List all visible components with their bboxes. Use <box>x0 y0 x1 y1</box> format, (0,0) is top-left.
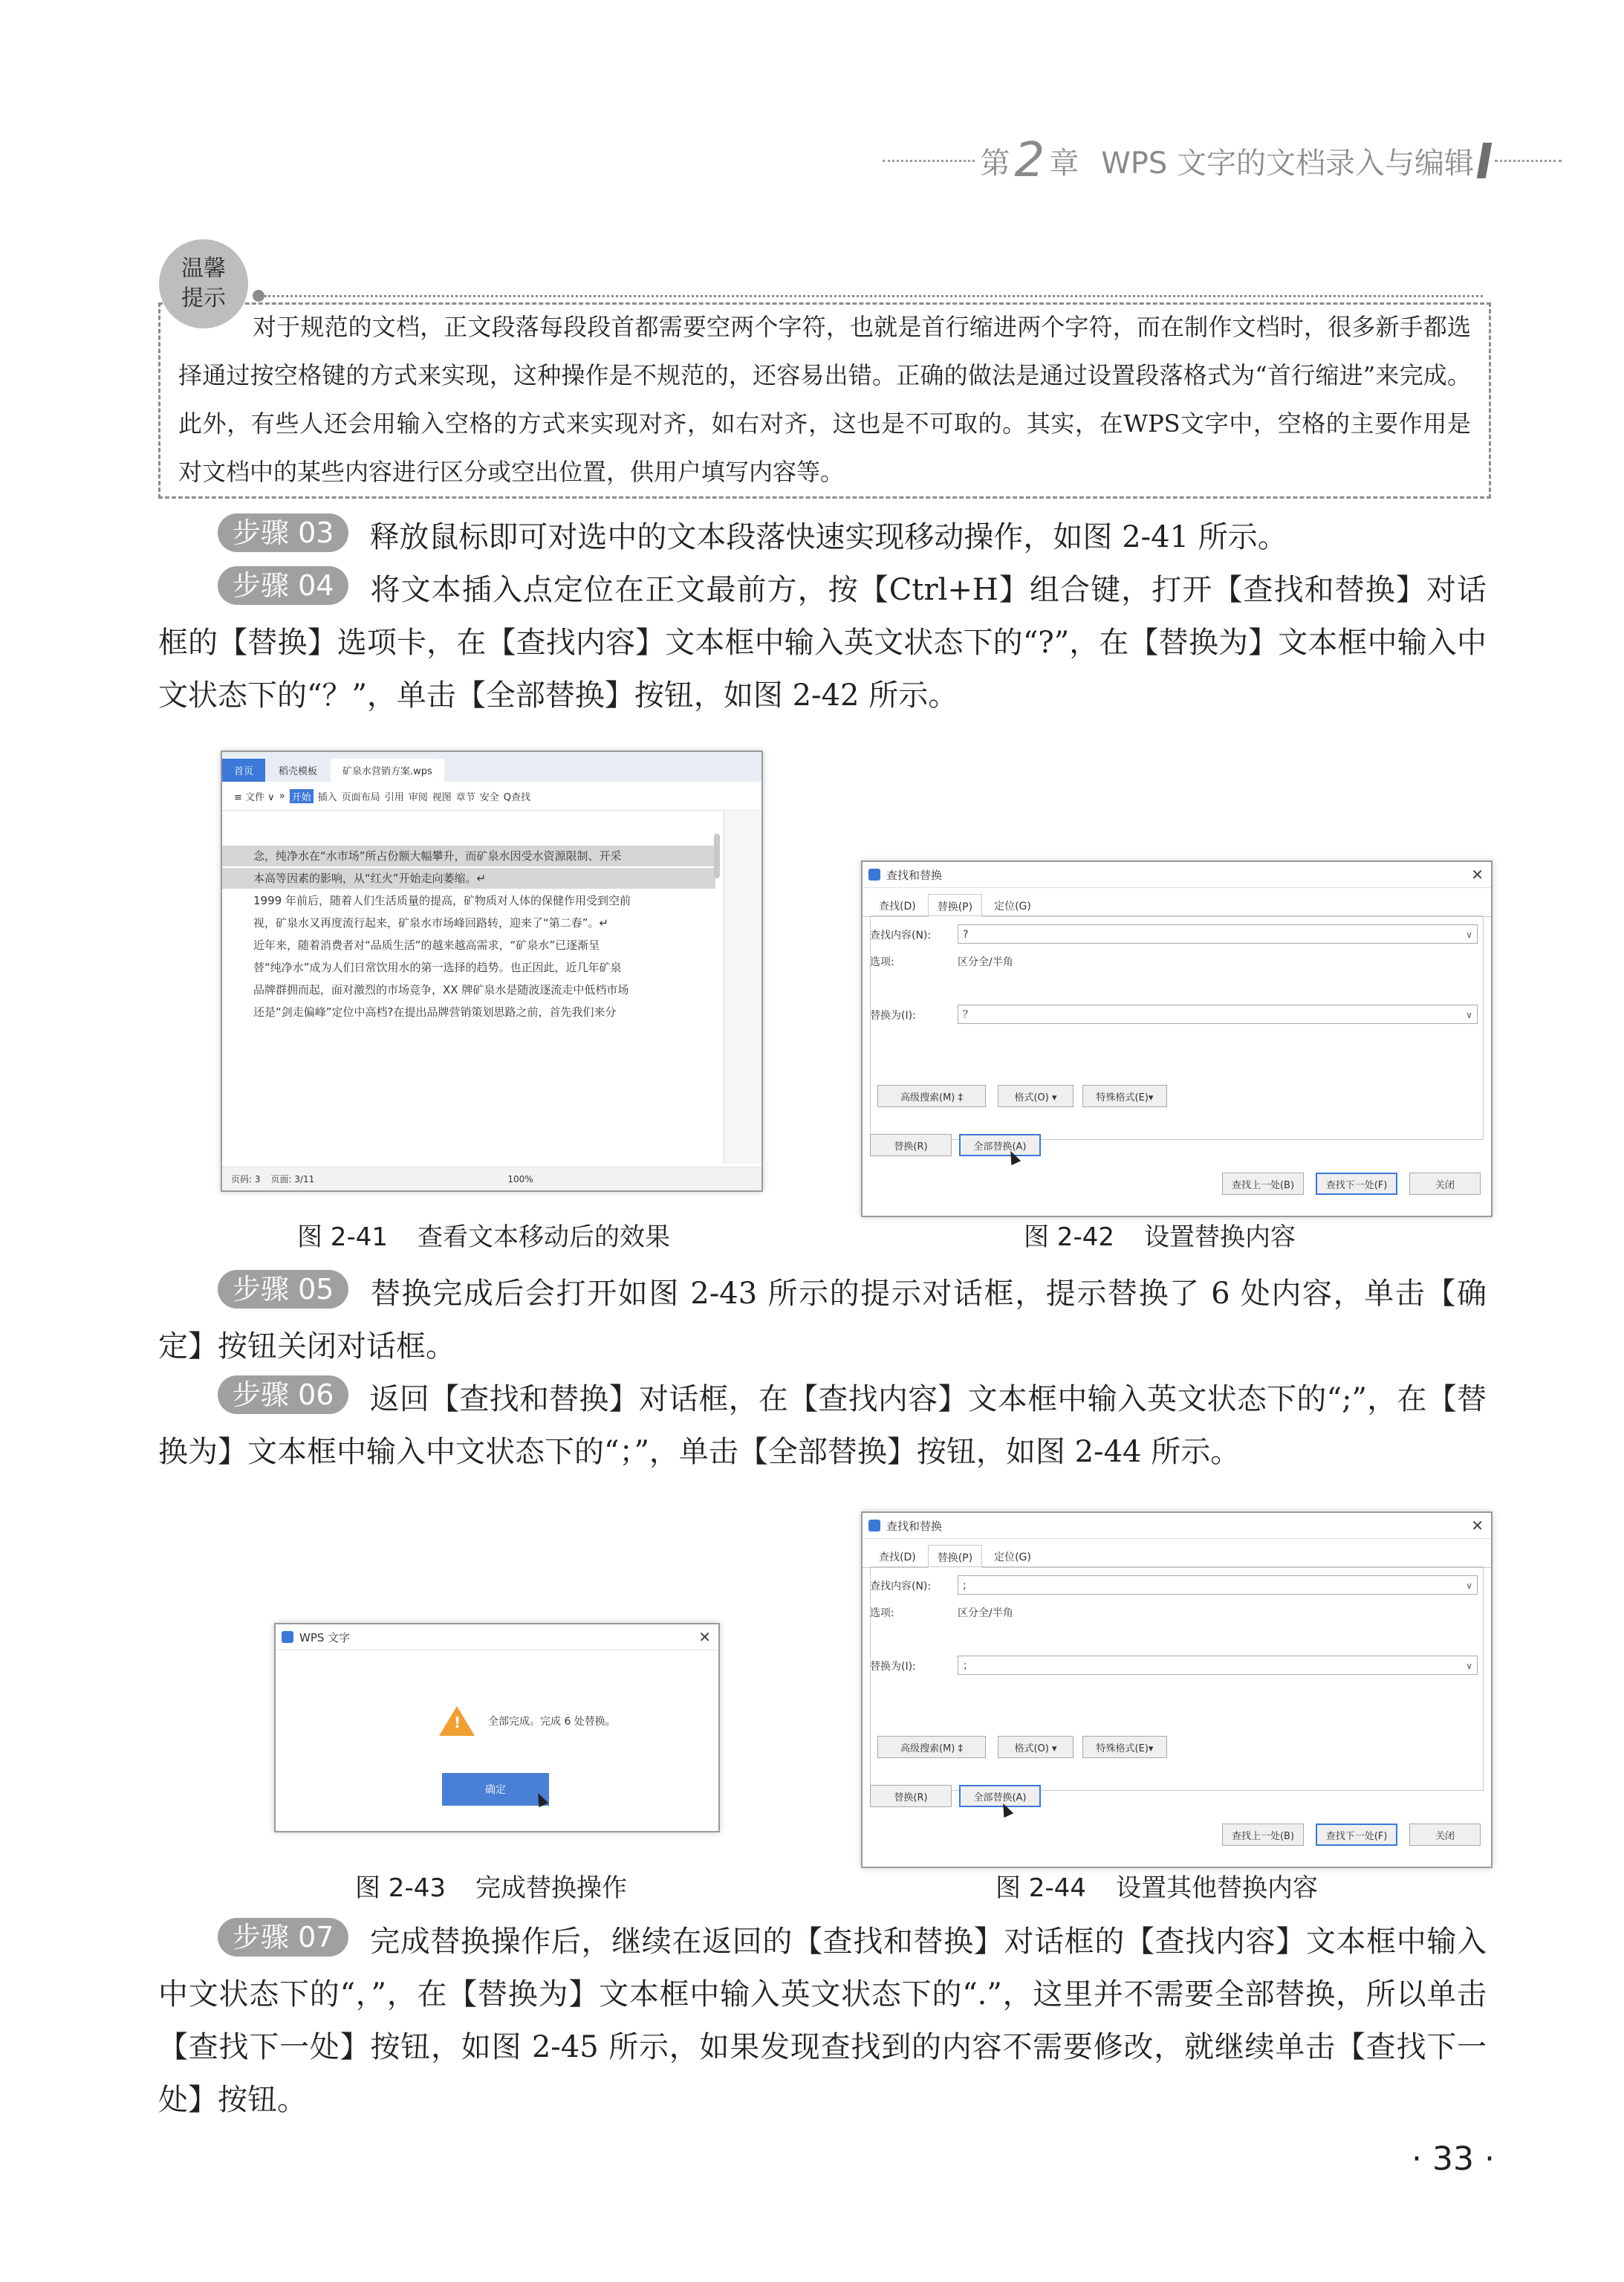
doc-line: 视，矿泉水又再度流行起来，矿泉水市场峰回路转，迎来了“第二春”。↵ <box>253 916 609 930</box>
tip-text: 对于规范的文档，正文段落每段段首都需要空两个字符，也就是首行缩进两个字符，而在制作文档时，很多新手都选择通过按空格键的方式来实现，这种操作是不规范的，还容易出错。正确的做法是通过设置段落格式为“首行缩进”来完成。此外，有些人还会用输入空格的方式来实现对齐，如右对齐，这也是不可取的。其实，在WPS文字中，空格的主要作用是对文档中的某些内容进行区分或空出位置，供用户填写内容等。 <box>178 313 1471 486</box>
wps-icon <box>868 1520 880 1531</box>
options-value: 区分全/半角 <box>958 956 1013 968</box>
caption-2-41 <box>297 1216 670 1253</box>
step-05-paragraph <box>158 1268 1487 1373</box>
find-value: ? <box>963 929 969 941</box>
caption-2-43-number: 图 2-43 <box>355 1873 446 1903</box>
close-icon[interactable]: ✕ <box>1471 1517 1484 1534</box>
close-button[interactable]: 关闭 <box>1409 1824 1481 1846</box>
menu-file[interactable]: ≡ 文件 ∨ <box>234 791 275 803</box>
replace-all-button[interactable]: 全部替换(A) <box>959 1134 1041 1156</box>
dialog-title: 查找和替换 <box>886 1519 943 1533</box>
caption-2-44-text: 设置其他替换内容 <box>1115 1873 1318 1903</box>
replace-label: 替换为(I): <box>870 1010 916 1022</box>
tab-replace[interactable]: 替换(P) <box>928 894 982 917</box>
status-pages: 页面: 3/11 <box>270 1174 315 1184</box>
chapter-number: 2 <box>1014 133 1045 188</box>
figure-2-43-message-box <box>274 1623 720 1832</box>
ok-button[interactable]: 确定 <box>442 1773 549 1806</box>
step-03-label: 步骤 03 <box>218 513 348 552</box>
replace-button[interactable]: 替换(R) <box>870 1134 952 1156</box>
tab-home[interactable]: 首页 <box>222 759 265 782</box>
chapter-suffix: 章 <box>1049 146 1079 181</box>
find-input[interactable] <box>958 924 1478 944</box>
vertical-scrollbar[interactable] <box>714 834 720 878</box>
caption-2-41-text: 查看文本移动后的效果 <box>417 1222 670 1252</box>
tab-goto[interactable]: 定位(G) <box>994 1552 1031 1563</box>
caption-2-43 <box>355 1867 627 1904</box>
find-label: 查找内容(N): <box>870 1581 932 1592</box>
header-dots-right <box>1495 160 1562 162</box>
warning-icon <box>439 1706 475 1736</box>
advanced-search-button[interactable]: 高级搜索(M) ‡ <box>877 1736 986 1758</box>
menu-search[interactable]: Q查找 <box>503 791 531 803</box>
dialog-tabs <box>863 1539 1491 1568</box>
caption-2-44-number: 图 2-44 <box>995 1873 1086 1903</box>
tip-badge-line1: 温馨 <box>181 256 226 282</box>
dialog-title: 查找和替换 <box>886 868 943 882</box>
caption-2-42-number: 图 2-42 <box>1024 1222 1114 1252</box>
message-title: WPS 文字 <box>299 1630 351 1644</box>
step-03-text: 释放鼠标即可对选中的文本段落快速实现移动操作，如图 2-41 所示。 <box>369 520 1287 554</box>
close-icon[interactable]: ✕ <box>1471 866 1484 884</box>
zoom-level[interactable]: 100% <box>507 1173 533 1184</box>
step-06-paragraph <box>158 1373 1487 1479</box>
wps-icon <box>868 869 880 881</box>
figure-2-41-wps-editor <box>221 751 763 1192</box>
advanced-search-button[interactable]: 高级搜索(M) ‡ <box>877 1085 986 1107</box>
find-previous-button[interactable]: 查找上一处(B) <box>1222 1824 1304 1846</box>
menu-chapter[interactable]: 章节 <box>455 791 475 803</box>
tab-goto[interactable]: 定位(G) <box>994 901 1031 913</box>
doc-line: 1999 年前后，随着人们生活质量的提高，矿物质对人体的保健作用受到空前 <box>253 894 631 907</box>
chevron-down-icon[interactable]: ∨ <box>1466 930 1472 940</box>
message-text: 全部完成。完成 6 处替换。 <box>488 1716 616 1728</box>
special-format-button[interactable]: 特殊格式(E)▾ <box>1082 1736 1167 1758</box>
status-page: 页码: 3 <box>231 1174 261 1184</box>
figure-2-44-find-replace-dialog <box>861 1511 1493 1868</box>
tip-badge-line2: 提示 <box>181 285 226 311</box>
editor-document-area[interactable] <box>222 811 715 1164</box>
options-value: 区分全/半角 <box>958 1607 1013 1619</box>
dialog-tabs <box>863 888 1491 917</box>
step-06-label: 步骤 06 <box>218 1375 348 1414</box>
header-bar <box>1477 143 1492 178</box>
find-next-button[interactable]: 查找下一处(F) <box>1316 1173 1397 1195</box>
step-05-text: 替换完成后会打开如图 2-43 所示的提示对话框，提示替换了 6 处内容，单击【确定】按钮关闭对话框。 <box>158 1277 1487 1364</box>
chevron-down-icon[interactable]: ∨ <box>1466 1010 1472 1020</box>
message-row <box>439 1706 616 1736</box>
running-header <box>877 133 1568 188</box>
wps-icon <box>282 1631 293 1643</box>
tab-find[interactable]: 查找(D) <box>879 901 916 913</box>
menu-review[interactable]: 审阅 <box>408 791 428 803</box>
status-bar <box>222 1167 761 1190</box>
doc-line: 替“纯净水”成为人们日常饮用水的第一选择的趋势。也正因此，近几年矿泉 <box>253 961 622 974</box>
chapter-prefix: 第 <box>980 146 1010 181</box>
menu-security[interactable]: 安全 <box>479 791 499 803</box>
tab-template[interactable]: 稻壳模板 <box>279 766 318 777</box>
replace-value: ； <box>963 1660 973 1672</box>
menu-view[interactable]: 视图 <box>432 791 452 803</box>
menu-insert[interactable]: 插入 <box>317 791 337 803</box>
step-04-paragraph <box>158 564 1487 722</box>
dialog-title-bar <box>863 1513 1491 1539</box>
step-07-label: 步骤 07 <box>218 1918 348 1957</box>
editor-tab-bar <box>222 752 761 782</box>
tab-replace[interactable]: 替换(P) <box>928 1545 982 1568</box>
editor-menu-bar <box>222 782 761 811</box>
close-button[interactable]: 关闭 <box>1409 1173 1481 1195</box>
message-title-bar <box>276 1624 718 1650</box>
caption-2-44 <box>995 1867 1318 1904</box>
format-button[interactable]: 格式(O) ▾ <box>998 1736 1074 1758</box>
chevron-down-icon[interactable]: ∨ <box>1466 1661 1472 1671</box>
doc-line: 念，纯净水在“水市场”所占份额大幅攀升，而矿泉水因受水资源限制、开采 <box>222 846 715 866</box>
find-label: 查找内容(N): <box>870 930 932 941</box>
replace-input[interactable] <box>958 1005 1478 1024</box>
tip-line <box>264 295 1483 297</box>
right-tool-panel <box>724 811 761 1164</box>
step-04-label: 步骤 04 <box>218 566 348 605</box>
step-03-paragraph <box>158 511 1487 564</box>
menu-reference[interactable]: 引用 <box>384 791 404 803</box>
step-04-text: 将文本插入点定位在正文最前方，按【Ctrl+H】组合键，打开【查找和替换】对话框的【替换】选项卡，在【查找内容】文本框中输入英文状态下的“?”，在【替换为】文本框中输入中文状态下的“？”，单击【全部替换】按钮，如图 2-42 所示。 <box>158 573 1487 713</box>
header-dots-left <box>883 160 975 162</box>
page-number: · 33 · <box>1412 2140 1495 2178</box>
step-07-paragraph <box>158 1916 1487 2127</box>
chapter-title: WPS 文字的文档录入与编辑 <box>1101 146 1474 181</box>
find-value: ; <box>963 1580 967 1592</box>
caption-2-42-text: 设置替换内容 <box>1143 1222 1296 1252</box>
caption-2-43-text: 完成替换操作 <box>475 1873 627 1903</box>
doc-line: 品牌群拥而起，面对激烈的市场竞争，XX 牌矿泉水是随波逐流走中低档市场 <box>253 983 629 996</box>
replace-label: 替换为(I): <box>870 1661 916 1673</box>
replace-button[interactable]: 替换(R) <box>870 1785 952 1807</box>
tab-document[interactable]: 矿泉水营销方案.wps <box>331 759 444 782</box>
step-06-text: 返回【查找和替换】对话框，在【查找内容】文本框中输入英文状态下的“;”，在【替换为】文本框中输入中文状态下的“；”，单击【全部替换】按钮，如图 2-44 所示。 <box>158 1382 1487 1469</box>
menu-more[interactable]: » <box>279 790 285 802</box>
doc-line: 近年来，随着消费者对“品质生活”的越来越高需求，“矿泉水”已逐渐呈 <box>253 939 600 952</box>
dialog-title-bar <box>863 862 1491 888</box>
doc-line: 还是“剑走偏峰”定位中高档?在提出品牌营销策划思路之前，首先我们来分 <box>253 1005 617 1019</box>
options-label: 选项: <box>870 956 894 968</box>
menu-layout[interactable]: 页面布局 <box>341 791 380 803</box>
figure-2-42-find-replace-dialog <box>861 860 1493 1217</box>
tip-dot <box>253 290 264 302</box>
find-previous-button[interactable]: 查找上一处(B) <box>1222 1173 1304 1195</box>
find-input[interactable] <box>958 1575 1478 1595</box>
close-icon[interactable]: ✕ <box>698 1628 711 1646</box>
step-05-label: 步骤 05 <box>218 1270 348 1309</box>
tab-find[interactable]: 查找(D) <box>879 1552 916 1563</box>
replace-all-button[interactable]: 全部替换(A) <box>959 1785 1041 1807</box>
caption-2-42 <box>1024 1216 1296 1253</box>
chevron-down-icon[interactable]: ∨ <box>1466 1581 1472 1591</box>
menu-start[interactable]: 开始 <box>290 789 314 803</box>
caption-2-41-number: 图 2-41 <box>297 1222 388 1252</box>
step-07-text: 完成替换操作后，继续在返回的【查找和替换】对话框的【查找内容】文本框中输入中文状态下的“，”，在【替换为】文本框中输入英文状态下的“.”，这里并不需要全部替换，所以单击【查找下一处】按钮，如图 2-45 所示，如果发现查找到的内容不需要修改，就继续单击【查找下一处】按钮。 <box>158 1925 1487 2117</box>
special-format-button[interactable]: 特殊格式(E)▾ <box>1082 1085 1167 1107</box>
find-next-button[interactable]: 查找下一处(F) <box>1316 1824 1397 1846</box>
replace-value: ？ <box>963 1009 973 1021</box>
options-label: 选项: <box>870 1607 894 1619</box>
doc-line: 本高等因素的影响，从“红火”开始走向萎缩。↵ <box>222 868 715 889</box>
replace-input[interactable] <box>958 1656 1478 1675</box>
format-button[interactable]: 格式(O) ▾ <box>998 1085 1074 1107</box>
